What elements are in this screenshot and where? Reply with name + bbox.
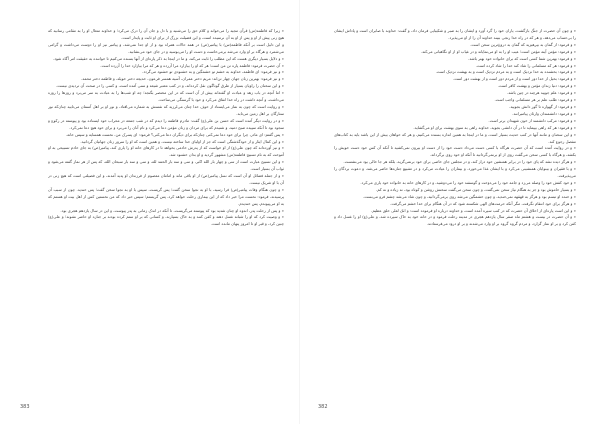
paragraph: « و هرگز دیده نشد که پای خود را در برابر همنشین خود دراز کند، و در مجلس جای خاصی برای خود برنمی‌گزید، بلکه هر جا خالی بود می‌نشست. xyxy=(343,159,576,165)
paragraph: « و فرمود: طلب علم بر هر مسلمانی واجب است. xyxy=(494,97,576,103)
paragraph: « و فرمود: دانشمندان وارثان پیامبرانند. xyxy=(512,110,576,116)
paragraph: « و نیز آورده‌اند که چون علی(ع) از او خواست که از پدرش خادمی بخواهد تا در کارهای خانه او را یاری کند، پیامبر(ص) به جای خادم تسبیحی به او آموخت که به نام تسبیح فاطمه(س) مشهور گردید و او بدان خشنود شد. xyxy=(48,145,284,158)
paragraph: « و فرمود: بهترین شما کسی است که برای خانواده خود بهتر باشد. xyxy=(468,55,576,61)
paragraph: « و پس از رحلت پدر، اندوه او چنان شدید بود که پیوسته می‌گریست، تا آنکه در اندک زمانی به پدر پیوست، و این در سال یازدهم هجری بود. xyxy=(60,207,284,213)
paragraph: « و این کمال ایثار و از خودگذشتگی است که جز از اولیای خدا ساخته نیست، و همین است که او را سرور زنان جهانیان گردانید. xyxy=(80,138,284,144)
page-number: 382 xyxy=(318,404,328,410)
paragraph: « و بسیار خاموش بود و جز به هنگام نیاز سخن نمی‌گفت، و چون سخن می‌گفت سخنش روشن و کوتاه بود، نه زیاده و نه کم. xyxy=(376,186,576,192)
paragraph: « و از جمله فضائل او آن است که نسل پیامبر(ص) از او باقی ماند و امامان معصوم از فرزندان او پدید آمدند، و این فضیلتی است که هیچ زنی در آن با او شریک نیست. xyxy=(48,173,284,185)
page-text-block xyxy=(334,28,576,378)
paragraph: « و چون آن حضرت از جنگ بازگشت، یاران خود را گرد آورد و ایشان را به صبر و شکیبایی فرمان داد، و گفت: خداوند با صابران است و پاداش ایشان را بی‌حساب می‌دهد، و هر که در راه خدا رنجی ببیند خداوند آن را از او می‌پذیرد. xyxy=(334,28,576,40)
paragraph: « و فرمود: علم جویید هرچند در چین باشد. xyxy=(507,90,576,96)
paragraph: « و فرمود: دنیا زندان مؤمن و بهشت کافر است. xyxy=(497,83,576,89)
paragraph: « و فرمود: مرکب دانشمند از خون شهیدان برتر است. xyxy=(488,117,576,123)
paragraph: « و در روایت دیگر آمده است که حسن بن علی(ع) گفت: مادرم فاطمه را دیدم که در شب جمعه در محراب خود ایستاده بود و پیوسته در رکوع و سجود بود تا آنکه سپیده صبح دمید، و شنیدم که برای مردان و زنان مؤمن دعا می‌کرد و نام آنان را می‌برد و برای خود هیچ دعا نمی‌کرد. xyxy=(48,117,284,130)
paragraph: « و هرگز برای خود انتقام نگرفت، مگر آنکه حرمت‌های الهی شکسته شود که در آن هنگام برای خدا خشم می‌گرفت. xyxy=(390,200,576,206)
paragraph: « و فرمود: مؤمن آینه مؤمن است؛ عیب او را به او می‌نمایاند و در غیاب او از او نگاهبانی می‌کند. xyxy=(420,48,576,54)
paragraph: « و چون هنگام وفات پیامبر(ص) فرا رسید، با او به نجوا سخن گفت؛ پس گریست، سپس با او به نجوا سخن گفت؛ پس خندید. چون از سبب آن پرسیدند، فرمود: نخست مرا خبر داد که از این بیماری رحلت خواهد کرد، پس گریستم؛ سپس خبر داد که من نخستین کس از اهل بیت او هستم که به او می‌پیوندم، پس خندیدم. xyxy=(48,186,284,206)
paragraph: « و این است پاره‌ای از اخلاق آن حضرت که در کتب سیره آمده است، و خداوند درباره او فرموده است: و انک لعلی خلق عظیم. xyxy=(371,207,576,213)
page-text-block xyxy=(48,28,284,378)
paragraph: « و فرمود: از گمان بد بپرهیزید که گمان بد دروغ‌ترین سخن است. xyxy=(470,41,576,47)
paragraph: « و روایت است که چون به نماز می‌ایستاد از خوف خدا چنان می‌لرزید که نفسش به شماره می‌افتاد، و نور او بر اهل آسمان می‌تابید چنان‌که نور ستارگان بر اهل زمین می‌تابد. xyxy=(48,103,284,116)
paragraph: « و فرمود: هر که راهی بپیماید تا در آن دانشی بجوید، خداوند راهی به سوی بهشت برای او می‌گشاید. xyxy=(413,124,576,130)
paragraph: « و فرمود: هر که مسلمانی را شاد کند خدا را شاد کرده است. xyxy=(475,62,576,68)
paragraph: « پس گفتم: ای مادر، چرا برای خود دعا نمی‌کنی چنان‌که برای دیگران دعا می‌کنی؟ فرمود: ای پسرک من، نخست همسایه و سپس خانه. xyxy=(65,131,284,137)
paragraph: « و این سخنان و مانند آنها در کتب حدیث بسیار است، و ما در اینجا به همین اندازه بسنده می‌کنیم، و هر که خواهان بیش از این باشد باید به کتاب‌های مفصل رجوع کند. xyxy=(334,131,576,144)
paragraph: « و خود کفش خود را وصله می‌زد و جامه خود را می‌دوخت و گوسفند خود را می‌دوشید، و در کارهای خانه به خانواده خود یاری می‌کرد. xyxy=(360,179,576,185)
paragraph: « و فرمود: بخیل از خدا دور است و از مردم دور است و از بهشت دور است. xyxy=(452,76,576,82)
paragraph: و این دلیل است بر آنکه فاطمه(س) با پیامبر(ص) در همه حالات همراه بود و از او جدا نمی‌شد، و پیامبر نیز او را دوست می‌داشت و گرامی می‌شمرد و هرگاه بر او وارد می‌شد برمی‌خاست و دست او را می‌بوسید و در جای خود می‌نشانید. xyxy=(48,41,284,54)
page-number: 383 xyxy=(20,404,30,410)
paragraph: « آن حضرت فرمود: فاطمه پاره تن من است؛ هر که او را بیازارد مرا آزرده و هر که مرا بیازارد خدا را آزرده است. xyxy=(100,62,284,68)
paragraph: « و دلایل بسیار دیگری هست که این مطلب را ثابت می‌کند، و ما در اینجا به ذکر پاره‌ای از آنها بسنده می‌کنیم تا خواننده به حقیقت امر آگاه شود. xyxy=(53,55,284,61)
paragraph: « زیرا که فاطمه(س) قرآن مجید را می‌خواند و کلام حق را می‌شنید و با دل و جان آن را درک می‌کرد؛ و خداوند متعال او را به مقامی رسانید که هیچ زنی پیش از او و پس از او به آن نرسیده است، و این فضیلت بزرگ از برای او ثابت و پایدار است. xyxy=(48,28,284,40)
paragraph: « و با فقیران و بینوایان همنشینی می‌کرد و با ایشان غذا می‌خورد، و بیماران را عیادت می‌کرد و در تشییع جنازه‌ها حاضر می‌شد، و دعوت بردگان را می‌پذیرفت. xyxy=(334,166,576,179)
paragraph: « و فرمود: از گهواره تا گور دانش بجویید. xyxy=(509,103,576,109)
paragraph: « و نیز فرمود: ای فاطمه، خداوند به خشم تو خشمگین و به خشنودی تو خشنود می‌گردد. xyxy=(142,69,284,75)
paragraph: « و این تسبیح عبارت است از سی و چهار بار الله اکبر، و سی و سه بار الحمد لله، و سی و سه بار سبحان الله، که پس از هر نماز گفته می‌شود و ثواب آن بسیار است. xyxy=(48,159,284,172)
paragraph: « و فرمود: بخشنده به خدا نزدیک است و به مردم نزدیک است و به بهشت نزدیک است. xyxy=(435,69,576,75)
paragraph: « و خنده او تبسم بود و هرگز به قهقهه نمی‌خندید، و چون خشمگین می‌شد روی برمی‌گردانید، و چون شاد می‌شد چشم فرو می‌بست. xyxy=(363,193,576,199)
paragraph: « و آن حضرت در بیست و هشتم ماه صفر سال یازدهم هجری در مدینه رحلت فرمود و در خانه خود به خاک سپرده شد، و علی(ع) او را غسل داد و کفن کرد و بر او نماز گزارد، و مردم گروه گروه بر او وارد می‌شدند و بر او درود می‌فرستادند. xyxy=(334,214,576,227)
page-right xyxy=(300,0,600,424)
paragraph: « اما آنچه در باب زهد و عبادت او گفته‌اند بیش از آن است که در این مختصر بگنجد؛ چه او شب‌ها را به عبادت به سر می‌برد و روزها را روزه می‌داشت، و آنچه داشت در راه خدا انفاق می‌کرد و خود با گرسنگی می‌ساخت. xyxy=(48,90,284,103)
paragraph: « و وصیت کرد که او را شبانه غسل دهند و کفن کنند و به خاک بسپارند، و کسانی که بر او ستم کرده بودند بر جنازه او حاضر نشوند؛ و علی(ع) چنین کرد، و قبر او تا امروز پنهان مانده است. xyxy=(48,214,284,227)
paragraph: « و در روایت آمده است که آن حضرت هرگاه با کسی دست می‌داد دست خود را از دست او بیرون نمی‌کشید تا آنکه آن کس خود دست خویش را بکشد، و هرگاه با کسی سخن می‌گفت روی از او برنمی‌گردانید تا آنکه او خود روی برگرداند. xyxy=(334,145,576,158)
paragraph: « و نیز فرمود: بهترین زنان جهان چهار تن‌اند: مریم دختر عمران، آسیه همسر فرعون، خدیجه دختر خویلد، و فاطمه دختر محمد. xyxy=(81,76,284,82)
paragraph: « و این سخنان را راویان بسیار از طرق گوناگون نقل کرده‌اند، و در کتب معتبر شیعه و سنی آمده است، و کسی را در صحت آن تردیدی نیست. xyxy=(56,83,284,89)
